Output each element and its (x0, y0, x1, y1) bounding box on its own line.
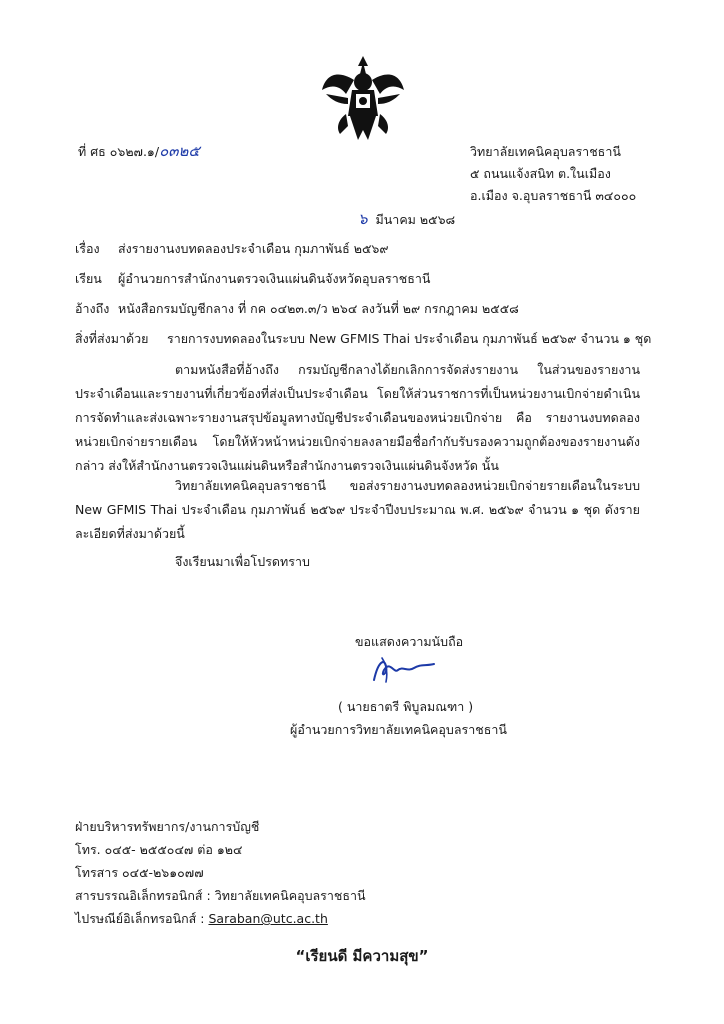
org-address-line1: ๕ ถนนแจ้งสนิท ต.ในเมือง (470, 166, 611, 181)
footer-email: ไปรษณีย์อิเล็กทรอนิกส์ : Saraban@utc.ac.th (75, 911, 328, 926)
org-name: วิทยาลัยเทคนิคอุบลราชธานี (470, 144, 621, 159)
footer-telephone: โทร. ๐๔๕- ๒๕๕๐๔๗ ต่อ ๑๒๔ (75, 842, 243, 857)
subject-value: ส่งรายงานงบทดลองประจำเดือน กุมภาพันธ์ ๒๕๖๙ (118, 241, 389, 256)
body-paragraph-2: วิทยาลัยเทคนิคอุบลราชธานี ขอส่งรายงานงบทดลองหน่วยเบิกจ่ายรายเดือนในระบบ New GFMIS Thai ประจำเดือน กุมภาพันธ์ ๒๕๖๙ ประจำปีงบประมาณ พ.ศ. ๒๕๖๙ จำนวน ๑ ชุด ดังรายละเอียดที่ส่งมาด้วยนี้ (75, 478, 640, 541)
subject-label: เรื่อง (75, 241, 100, 256)
body-paragraph-3: จึงเรียนมาเพื่อโปรดทราบ (175, 554, 310, 569)
reference-label: อ้างถึง (75, 301, 110, 316)
handwritten-ref-number: ๐๓๒๕ (159, 142, 200, 160)
motto: “เรียนดี มีความสุข” (295, 947, 429, 965)
footer-department: ฝ่ายบริหารทรัพยากร/งานการบัญชี (75, 819, 260, 834)
attachment-label: สิ่งที่ส่งมาด้วย (75, 331, 149, 346)
document-date: ๖ มีนาคม ๒๕๖๘ (358, 210, 456, 228)
to-label: เรียน (75, 271, 102, 286)
handwritten-date-day: ๖ (358, 210, 368, 228)
footer-fax: โทรสาร ๐๔๕-๒๖๑๐๗๗ (75, 865, 204, 880)
email-link[interactable]: Saraban@utc.ac.th (208, 911, 328, 926)
signer-title: ผู้อำนวยการวิทยาลัยเทคนิคอุบลราชธานี (290, 722, 507, 737)
reference-number: ที่ ศธ ๐๖๒๗.๑/๐๓๒๕ (78, 142, 200, 160)
attachment-value: รายการงบทดลองในระบบ New GFMIS Thai ประจำเดือน กุมภาพันธ์ ๒๕๖๙ จำนวน ๑ ชุด (167, 331, 652, 346)
body-paragraph-1: ตามหนังสือที่อ้างถึง กรมบัญชีกลางได้ยกเลิกการจัดส่งรายงาน ในส่วนของรายงานประจำเดือนและรายงานที่เกี่ยวข้องที่ส่งเป็นประจำเดือน โดยให้ส่วนราชการที่เป็นหน่วยงานเบิกจ่ายดำเนินการจัดทำและส่งเฉพาะรายงานสรุปข้อมูลทางบัญชีประจำเดือนของหน่วยเบิกจ่าย คือ รายงานงบทดลองหน่วยเบิกจ่ายรายเดือน โดยให้หัวหน้าหน่วยเบิกจ่ายลงลายมือชื่อกำกับรับรองความถูกต้องของรายงานดังกล่าว ส่งให้สำนักงานตรวจเงินแผ่นดินหรือสำนักงานตรวจเงินแผ่นดินจังหวัด นั้น (75, 362, 640, 473)
footer-eoffice: สารบรรณอิเล็กทรอนิกส์ : วิทยาลัยเทคนิคอุบลราชธานี (75, 888, 366, 903)
org-address-line2: อ.เมือง จ.อุบลราชธานี ๓๔๐๐๐ (470, 188, 637, 203)
to-value: ผู้อำนวยการสำนักงานตรวจเงินแผ่นดินจังหวัดอุบลราชธานี (118, 271, 431, 286)
signature-icon (368, 652, 438, 686)
garuda-emblem-icon (318, 50, 408, 150)
reference-value: หนังสือกรมบัญชีกลาง ที่ กค ๐๔๒๓.๓/ว ๒๖๔ ลงวันที่ ๒๙ กรกฎาคม ๒๕๕๘ (118, 301, 519, 316)
signer-name: ( นายธาตรี พิบูลมณฑา ) (338, 699, 474, 714)
closing-salutation: ขอแสดงความนับถือ (355, 634, 464, 649)
